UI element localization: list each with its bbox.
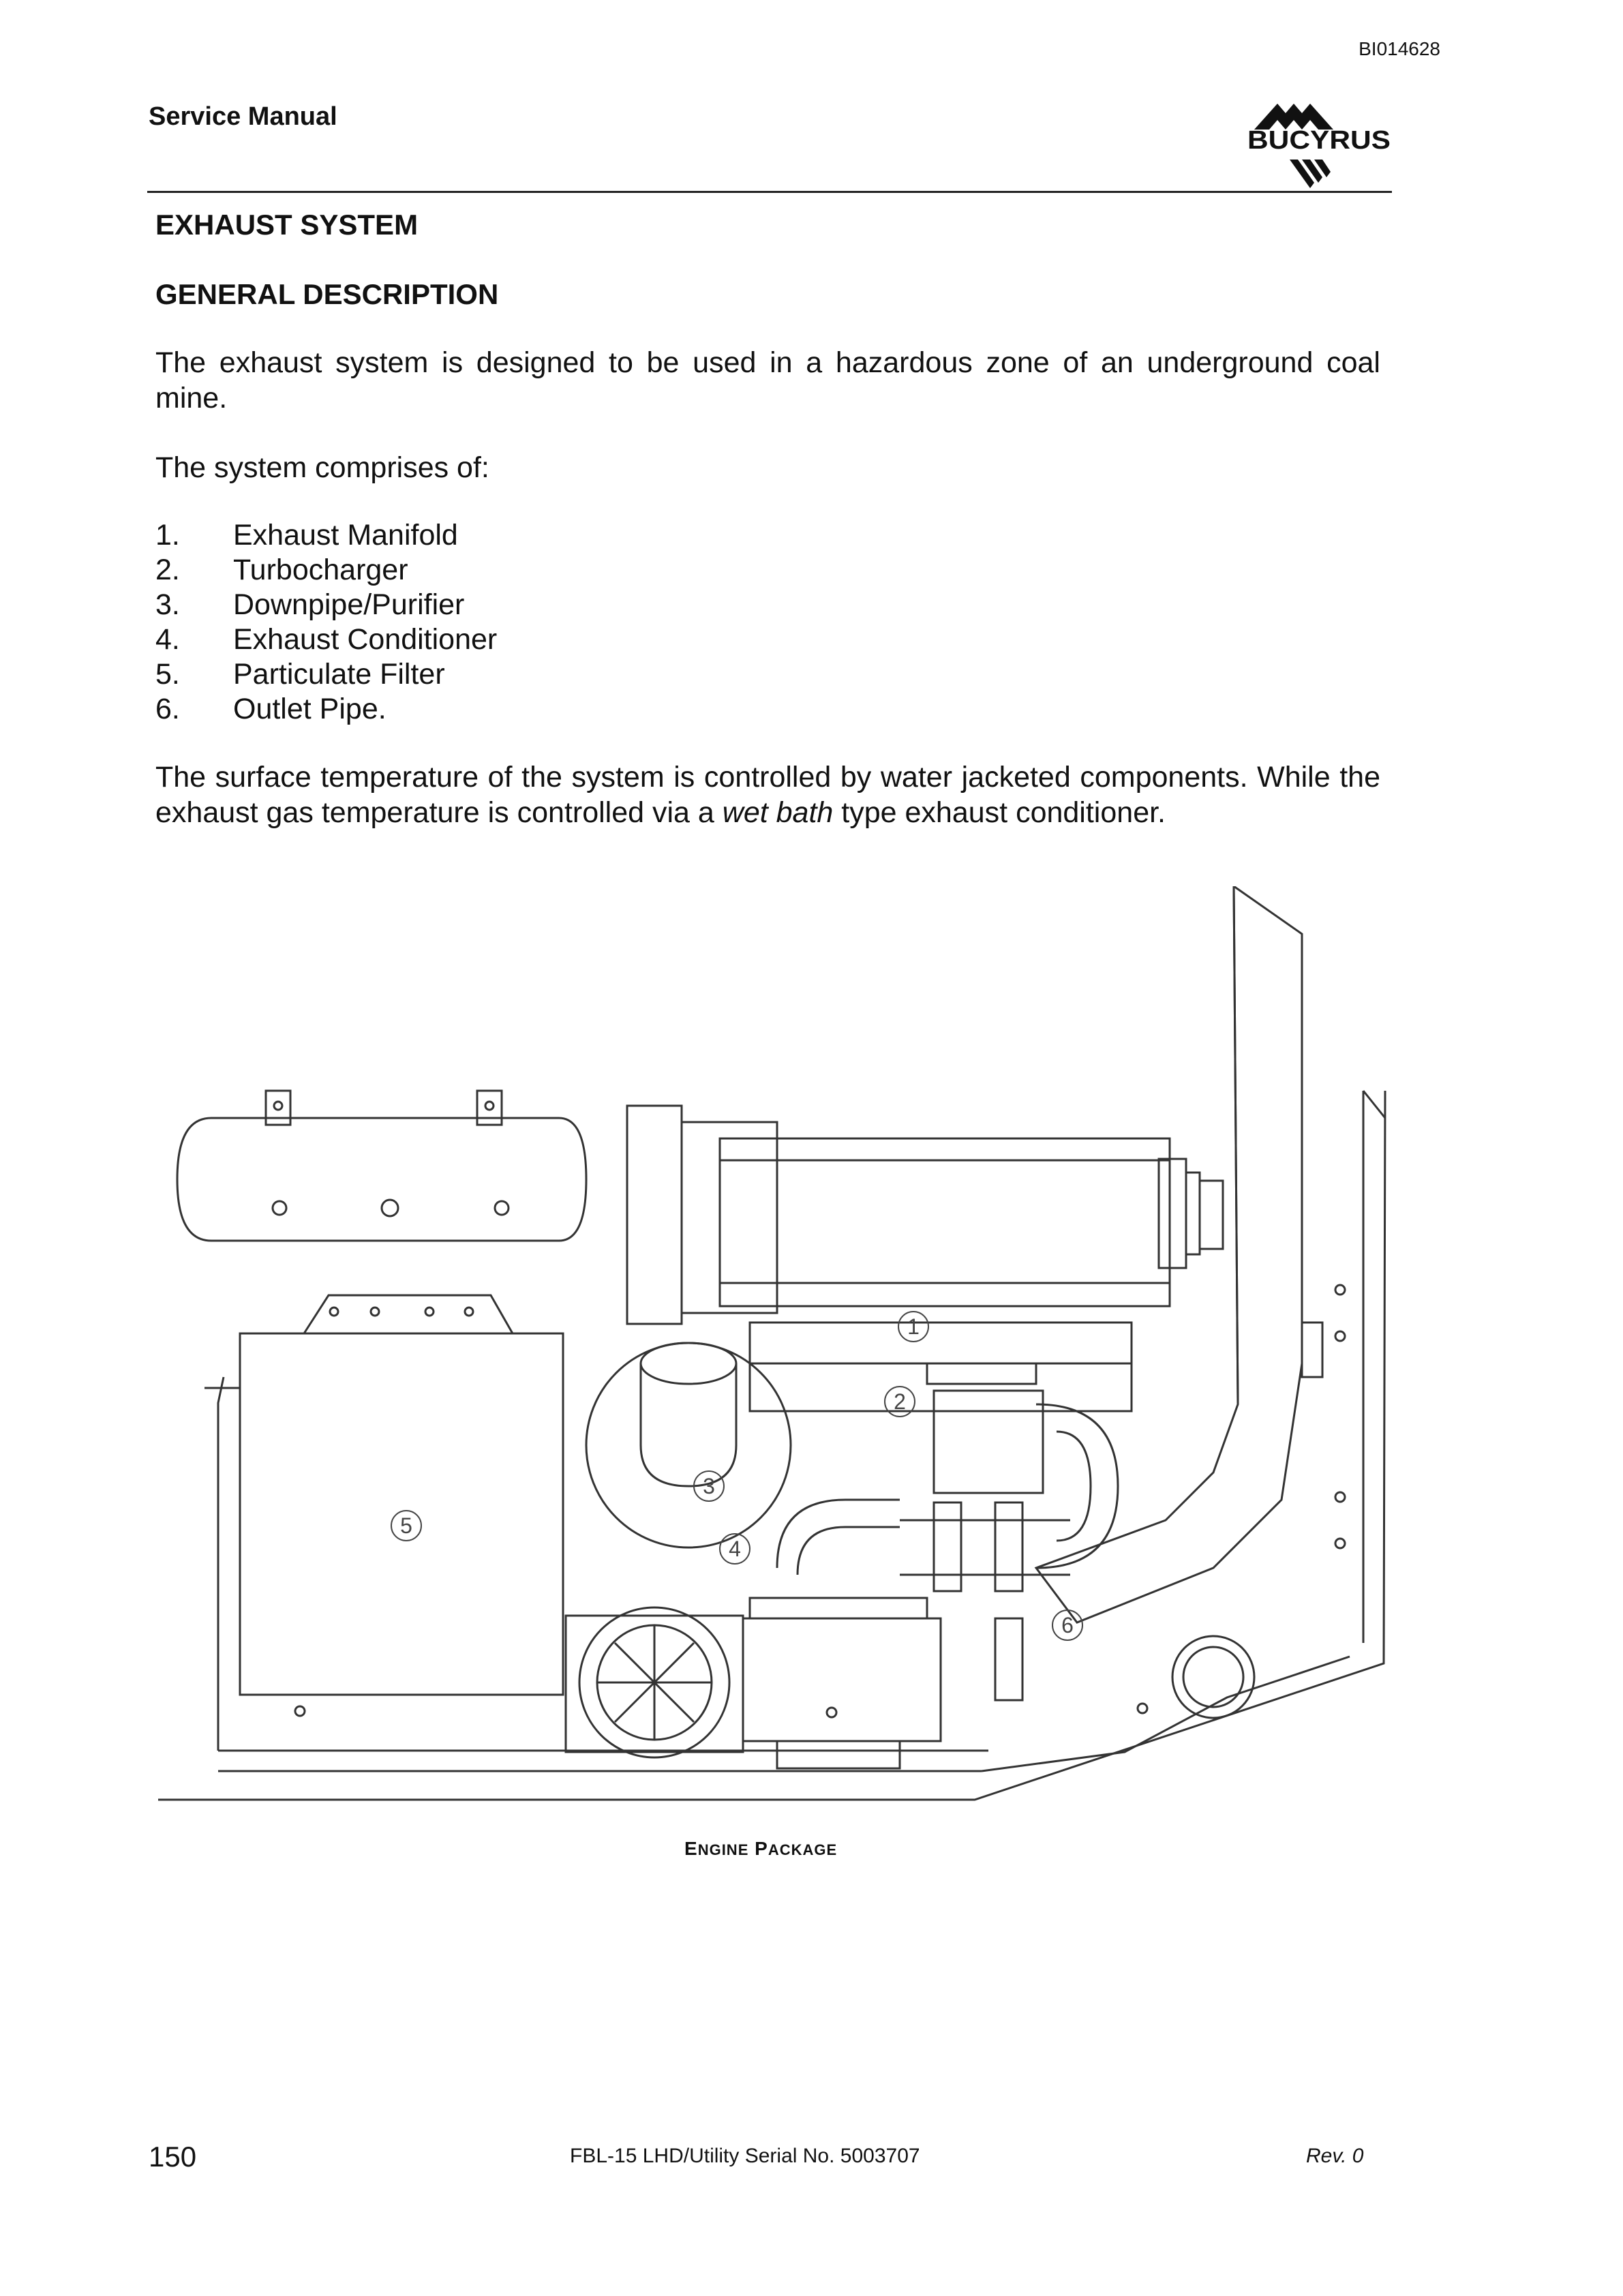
- bucyrus-logo: [1247, 101, 1393, 188]
- list-item: 5. Particulate Filter: [155, 658, 445, 691]
- engine-package-diagram: [150, 886, 1397, 1827]
- component-list: [155, 518, 497, 727]
- header-title: Service Manual: [149, 102, 337, 131]
- section-title: EXHAUST SYSTEM: [155, 209, 419, 241]
- revision-label: Rev. 0: [1306, 2145, 1364, 2167]
- intro-paragraph: The exhaust system is designed to be used in a hazardous zone of an underground coal mine.: [155, 346, 1380, 414]
- document-id: BI014628: [1359, 38, 1440, 59]
- callout-6: 6: [1061, 1613, 1074, 1637]
- list-item: 2. Turbocharger: [155, 554, 408, 586]
- header-rule: [147, 191, 1392, 193]
- particulate-filter: [204, 1295, 563, 1695]
- engine-block: [627, 1106, 1223, 1411]
- footer-serial: FBL-15 LHD/Utility Serial No. 5003707: [570, 2145, 920, 2167]
- list-item: 1. Exhaust Manifold: [155, 519, 458, 552]
- figure-caption: ENGINE PACKAGE: [684, 1838, 838, 1859]
- callout-4: 4: [729, 1537, 741, 1561]
- callout-2: 2: [894, 1389, 906, 1414]
- temperature-paragraph: The surface temperature of the system is controlled by water jacketed components. While the exhaust gas temperature is controlled via a wet bath type exhaust conditioner.: [155, 761, 1380, 829]
- subsection-title: GENERAL DESCRIPTION: [155, 278, 499, 310]
- list-item: 4. Exhaust Conditioner: [155, 623, 498, 656]
- logo-wordmark: BUCYRUS: [1247, 126, 1391, 155]
- air-tank: [177, 1091, 586, 1241]
- components-intro: The system comprises of:: [155, 451, 489, 484]
- wet-bath-emphasis: wet bath: [722, 796, 834, 829]
- chassis-frame: [158, 1091, 1385, 1800]
- exhaust-conditioner: [743, 1500, 1070, 1768]
- callout-5: 5: [400, 1513, 412, 1538]
- list-item: 6. Outlet Pipe.: [155, 693, 386, 725]
- cooling-fan: [566, 1607, 743, 1757]
- callout-3: 3: [703, 1474, 715, 1498]
- page-number: 150: [149, 2141, 197, 2173]
- list-item: 3. Downpipe/Purifier: [155, 588, 465, 621]
- outlet-pipe: [1036, 886, 1322, 1718]
- callout-1: 1: [907, 1314, 920, 1339]
- downpipe-purifier: [586, 1343, 791, 1547]
